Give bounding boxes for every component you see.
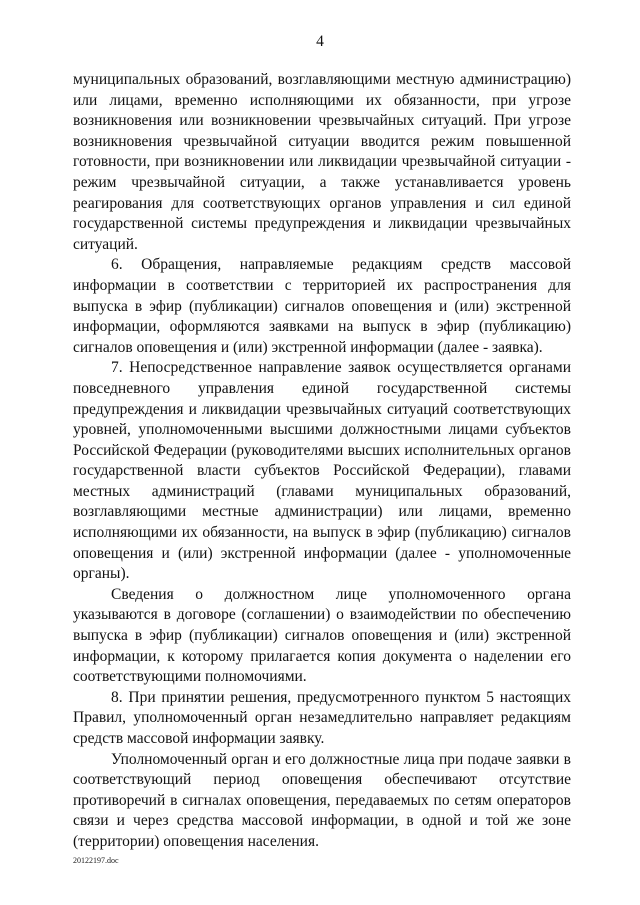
document-body <box>73 70 571 853</box>
paragraph-authorized-body: Уполномоченный орган и его должностные лица при подаче заявки в соответствующий период оповещения обеспечивают отсутствие противоречий в сигналах оповещения, передаваемых по сетям операторов связи и через средства массовой информации, в одной и той же зоне (территории) оповещения населения. <box>73 750 571 850</box>
page-number: 4 <box>316 33 324 50</box>
paragraph-item-8: 8. При принятии решения, предусмотренного пунктом 5 настоящих Правил, уполномоченный орган незамедлительно направляет редакциям средств массовой информации заявку. <box>73 688 571 747</box>
footer-filename: 20122197.doc <box>73 856 119 865</box>
paragraph-item-6: 6. Обращения, направляемые редакциям средств массовой информации в соответствии с территорией их распространения для выпуска в эфир (публикации) сигналов оповещения и (или) экстренной информации, оформляются заявками на выпуск в эфир (публикацию) сигналов оповещения и (или) экстренной информации (далее - заявка). <box>73 256 571 356</box>
paragraph-continuation: муниципальных образований, возглавляющими местную администрацию) или лицами, временно исполняющими их обязанности, при угрозе возникновения или возникновении чрезвычайных ситуаций. При угрозе возникновения чрезвычайной ситуации вводится режим повышенной готовности, при возникновении или ликвидации чрезвычайной ситуации - режим чрезвычайной ситуации, а также устанавливается уровень реагирования для соответствующих органов управления и сил единой государственной системы предупреждения и ликвидации чрезвычайных ситуаций. <box>73 71 571 253</box>
paragraph-item-7: 7. Непосредственное направление заявок осуществляется органами повседневного управления единой государственной системы предупреждения и ликвидации чрезвычайных ситуаций соответствующих уровней, уполномоченными высшими должностными лицами субъектов Российской Федерации (руководителями высших исполнительных органов государственной власти субъектов Российской Федерации), главами местных администраций (главами муниципальных образований, возглавляющими местные администрации) или лицами, временно исполняющими их обязанности, на выпуск в эфир (публикацию) сигналов оповещения и (или) экстренной информации (далее - уполномоченные органы). <box>73 359 571 583</box>
paragraph-official-info: Сведения о должностном лице уполномоченного органа указываются в договоре (соглашении) о взаимодействии по обеспечению выпуска в эфир (публикации) сигналов оповещения и (или) экстренной информации, к которому прилагается копия документа о наделении его соответствующими полномочиями. <box>73 585 571 686</box>
